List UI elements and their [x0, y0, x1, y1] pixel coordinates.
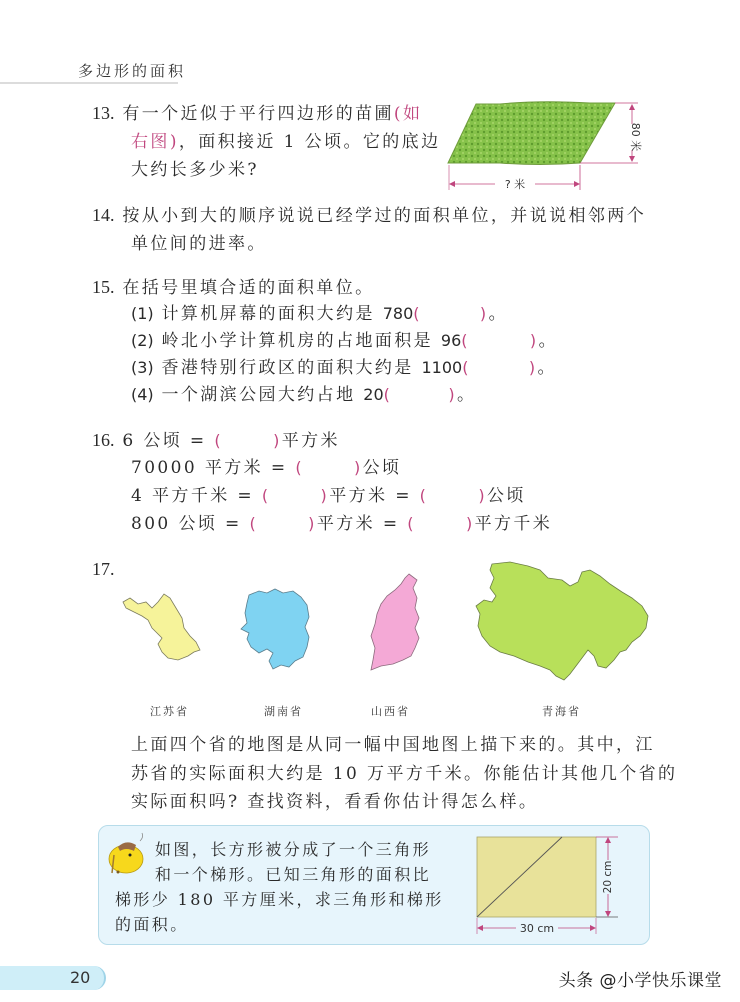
qinghai-map: [470, 556, 655, 686]
q13-line3: 大约长多少米?: [131, 160, 259, 180]
height-20cm-label: 20 cm: [602, 860, 614, 894]
q16-row-1: 16. 6 公顷 = ( )平方米: [92, 430, 340, 451]
chapter-title: 多边形的面积: [78, 62, 187, 80]
tip-line3: 梯形少 180 平方厘米，求三角形和梯形: [115, 890, 444, 909]
q16-row-4: 800 公顷 = ( )平方米 = ( )平方千米: [131, 514, 553, 534]
q15-item-1: (1) 计算机屏幕的面积大约是 780( )。: [131, 304, 508, 324]
map-label-hunan: 湖南省: [264, 705, 303, 718]
answer-blank-open[interactable]: (: [383, 385, 393, 404]
q17-para-line1: 上面四个省的地图是从同一幅中国地图上描下来的。其中，江: [131, 735, 655, 755]
map-label-shanxi: 山西省: [371, 705, 410, 718]
tip-line1: 如图，长方形被分成了一个三角形: [155, 840, 432, 859]
q17-para-line3: 实际面积吗? 查找资料，看看你估计得怎么样。: [131, 792, 539, 812]
answer-blank-open[interactable]: (: [462, 358, 471, 377]
q14-line1: 14. 按从小到大的顺序说说已经学过的面积单位，并说说相邻两个: [92, 205, 647, 226]
q13-line1: 13. 有一个近似于平行四边形的苗圃(如: [92, 103, 423, 124]
mascot-bird-icon: [104, 829, 154, 879]
watermark: 头条 @小学快乐课堂: [558, 971, 722, 991]
q15-item-2: (2) 岭北小学计算机房的占地面积是 96( )。: [131, 331, 558, 351]
page-number: 20: [70, 968, 91, 987]
q15-item-3: (3) 香港特别行政区的面积大约是 1100( )。: [131, 358, 557, 378]
hunan-map: [237, 585, 322, 680]
shanxi-map: [365, 570, 425, 680]
q16-row-3: 4 平方千米 = ( )平方米 = ( )公顷: [131, 486, 526, 506]
q17-number: 17.: [92, 559, 115, 579]
answer-blank-open[interactable]: (: [413, 304, 422, 323]
q13-number: 13.: [92, 103, 115, 123]
q13-line2: 右图)，面积接近 1 公顷。它的底边: [131, 132, 441, 152]
q15-item-4: (4) 一个湖滨公园大约占地 20( )。: [131, 385, 477, 405]
jiangsu-map: [118, 590, 208, 665]
height-80m-label: 80 米: [629, 122, 642, 152]
nursery-parallelogram-figure: [440, 100, 660, 200]
q14-line2: 单位间的进率。: [131, 234, 267, 254]
base-unknown-label: ? 米: [504, 178, 526, 191]
q16-row-2: 70000 平方米 = ( )公顷: [131, 458, 402, 478]
answer-blank-open[interactable]: (: [461, 331, 470, 350]
tip-line2: 和一个梯形。已知三角形的面积比: [155, 865, 432, 884]
map-label-jiangsu: 江苏省: [150, 705, 189, 718]
tip-line4: 的面积。: [115, 915, 189, 934]
map-label-qinghai: 青海省: [542, 705, 581, 718]
q17-para-line2: 苏省的实际面积大约是 10 万平方千米。你能估计其他几个省的: [131, 764, 678, 784]
header-divider: [0, 82, 178, 84]
q15-title: 15. 在括号里填合适的面积单位。: [92, 277, 375, 298]
width-30cm-label: 30 cm: [519, 922, 555, 935]
rectangle-figure: [470, 830, 620, 935]
